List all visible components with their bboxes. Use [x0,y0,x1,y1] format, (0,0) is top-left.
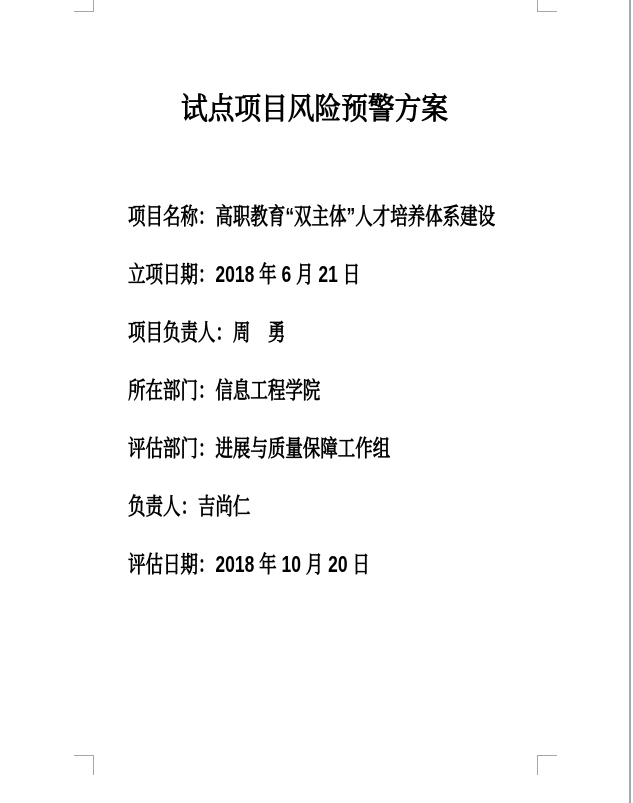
field-separator: ： [197,435,216,461]
text-boundary-mark-bottom-left [74,755,94,775]
field-value: 信息工程学院 [215,377,321,403]
field-label: 项目负责人 [128,319,216,345]
field-responsible-person [128,494,495,518]
field-approval-date [128,262,495,286]
field-value: 吉尚仁 [197,493,251,519]
field-value: 2018 年 10 月 20 日 [215,551,370,577]
field-separator: ： [215,319,233,345]
document-title: 试点项目风险预警方案 [181,93,448,126]
field-department [128,378,495,402]
field-evaluation-date [128,552,495,576]
field-list [128,204,611,576]
field-value: 周 勇 [232,319,286,345]
field-label: 项目名称 [128,203,198,229]
field-separator: ： [180,493,198,519]
field-separator: ： [197,551,216,577]
field-label: 负责人 [128,493,181,519]
field-separator: ： [197,203,216,229]
field-label: 评估部门 [128,435,198,461]
field-value: 进展与质量保障工作组 [215,435,391,461]
field-separator: ： [197,261,216,287]
field-evaluation-department [128,436,495,460]
text-boundary-mark-top-right [537,0,557,12]
field-value: 2018 年 6 月 21 日 [215,261,361,287]
field-label: 立项日期 [128,261,198,287]
field-project-leader [128,320,495,344]
field-label: 评估日期 [128,551,198,577]
field-value: 高职教育“双主体”人才培养体系建设 [215,203,496,229]
text-boundary-mark-bottom-right [537,755,557,775]
field-separator: ： [197,377,216,403]
text-boundary-mark-top-left [74,0,94,12]
page-edge-line [629,0,631,803]
field-label: 所在部门 [128,377,198,403]
field-project-name [128,204,495,228]
